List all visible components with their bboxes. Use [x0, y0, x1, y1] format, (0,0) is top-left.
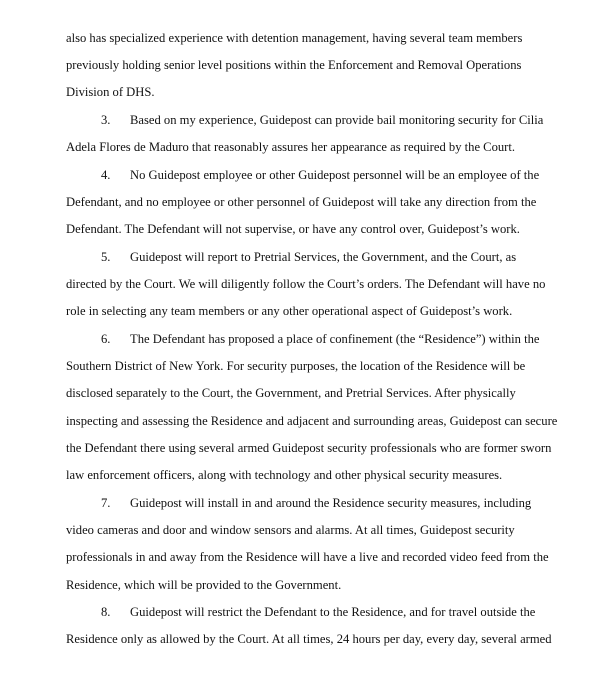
paragraph-text: No Guidepost employee or other Guidepost personnel will be an employee of the — [130, 168, 540, 182]
text-line: Division of DHS. — [66, 85, 155, 99]
text-line: previously holding senior level positions within the Enforcement and Removal Operations — [66, 58, 522, 72]
text-line: video cameras and door and window sensors and alarms. At all times, Guidepost security — [66, 523, 515, 537]
paragraph-6-first-line — [101, 331, 539, 347]
paragraph-number: 7. — [101, 496, 111, 510]
paragraph-number: 5. — [101, 250, 111, 264]
text-line: role in selecting any team members or any other operational aspect of Guidepost’s work. — [66, 304, 513, 318]
text-line: disclosed separately to the Court, the Government, and Pretrial Services. After physically — [66, 386, 516, 400]
paragraph-number: 8. — [101, 605, 111, 619]
text-line: Residence, which will be provided to the Government. — [66, 578, 342, 592]
paragraph-number: 4. — [101, 168, 111, 182]
paragraph-3-first-line — [101, 112, 543, 128]
paragraph-text: Guidepost will restrict the Defendant to the Residence, and for travel outside the — [130, 605, 536, 619]
text-line: professionals in and away from the Residence will have a live and recorded video feed from the — [66, 550, 549, 564]
paragraph-text: Guidepost will report to Pretrial Services, the Government, and the Court, as — [130, 250, 517, 264]
paragraph-5-first-line — [101, 249, 516, 265]
text-line: Southern District of New York. For security purposes, the location of the Residence will be — [66, 359, 526, 373]
paragraph-4-first-line — [101, 167, 539, 183]
paragraph-number: 3. — [101, 113, 111, 127]
paragraph-text: Guidepost will install in and around the Residence security measures, including — [130, 496, 532, 510]
text-line: the Defendant there using several armed Guidepost security professionals who are former sworn — [66, 441, 552, 455]
text-line: law enforcement officers, along with technology and other physical security measures. — [66, 468, 503, 482]
text-line: Adela Flores de Maduro that reasonably assures her appearance as required by the Court. — [66, 140, 516, 154]
paragraph-text: Based on my experience, Guidepost can provide bail monitoring security for Cilia — [130, 113, 544, 127]
text-line: Defendant. The Defendant will not supervise, or have any control over, Guidepost’s work. — [66, 222, 520, 236]
text-line: Residence only as allowed by the Court. At all times, 24 hours per day, every day, several armed — [66, 632, 552, 646]
paragraph-text: The Defendant has proposed a place of confinement (the “Residence”) within the — [130, 332, 540, 346]
paragraph-7-first-line — [101, 495, 531, 511]
text-line: Defendant, and no employee or other personnel of Guidepost will take any direction from the — [66, 195, 537, 209]
paragraph-8-first-line — [101, 604, 535, 620]
text-line: inspecting and assessing the Residence and adjacent and surrounding areas, Guidepost can secure — [66, 414, 558, 428]
text-line: also has specialized experience with detention management, having several team members — [66, 31, 523, 45]
text-line: directed by the Court. We will diligently follow the Court’s orders. The Defendant will have no — [66, 277, 546, 291]
paragraph-number: 6. — [101, 332, 111, 346]
